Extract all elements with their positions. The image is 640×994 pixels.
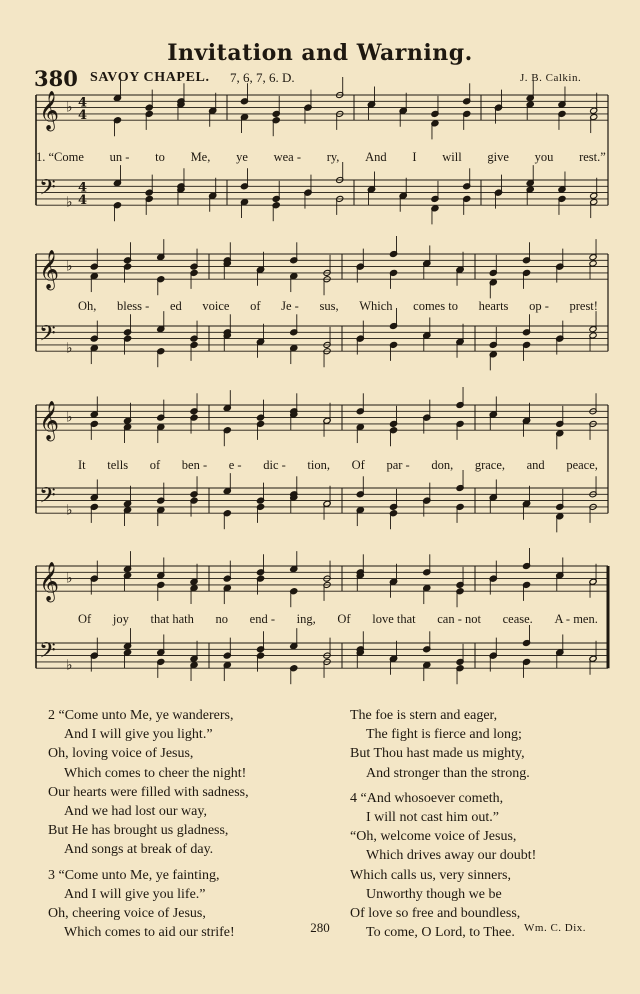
treble-clef-icon: 𝄞 [39, 561, 60, 602]
lyric-syllable: tells [107, 458, 129, 472]
lyric-syllable: you [534, 150, 554, 164]
verse-stanza [48, 706, 318, 860]
lyric-syllable: no [215, 612, 228, 626]
flat-icon: ♭ [66, 409, 73, 426]
lyric-syllable: wea - [273, 150, 301, 164]
lyric-syllable: voice [202, 299, 230, 313]
lyric-syllable: love that [372, 612, 416, 626]
verse-line: The foe is stern and eager, [350, 708, 498, 723]
lyric-syllable: and [526, 458, 545, 472]
verse-line: Which comes to cheer the night! [64, 765, 247, 781]
lyric-syllable: dic - [263, 458, 286, 472]
time-signature-icon: 4 [78, 180, 88, 196]
page-number: 280 [310, 920, 330, 935]
verse-line: Of love so free and boundless, [350, 906, 521, 922]
lyric-syllable: Of [351, 458, 365, 472]
verse-line: And we had lost our way, [64, 804, 207, 820]
treble-clef-icon: 𝄞 [39, 90, 60, 131]
bass-clef-icon: 𝄢 [39, 321, 56, 352]
lyric-syllable: sus, [319, 299, 339, 313]
lyric-syllable: will [442, 150, 462, 164]
flat-icon: ♭ [66, 570, 73, 587]
verse-line: 2 “Come unto Me, ye wanderers, [48, 708, 234, 723]
lyric-syllable: e - [228, 458, 242, 472]
verse-line: 4 “And whosoever cometh, [350, 790, 504, 806]
bass-clef-icon: 𝄢 [39, 638, 56, 669]
lyric-syllable: grace, [474, 458, 505, 472]
bass-clef-icon: 𝄢 [39, 175, 56, 206]
flat-icon: ♭ [66, 194, 73, 211]
bass-clef-icon: 𝄢 [39, 483, 56, 514]
hymn-number: 380 [34, 66, 78, 91]
verse-line: I will not cast him out.” [366, 810, 499, 826]
lyric-syllable: give [487, 150, 509, 164]
lyric-line [36, 150, 606, 168]
flat-icon: ♭ [66, 99, 73, 116]
lyric-syllable: Of [78, 612, 92, 626]
lyric-syllable: bless - [117, 299, 150, 313]
lyric-line [78, 299, 598, 317]
verse-line: Our hearts were filled with sadness, [48, 784, 249, 800]
lyric-syllable: of [250, 299, 261, 313]
lyric-syllable: of [149, 458, 161, 472]
lyric-syllable: It [78, 458, 86, 472]
treble-clef-icon: 𝄞 [39, 400, 60, 441]
verse-line: And I will give you light.” [64, 727, 213, 743]
lyric-syllable: cease. [502, 612, 533, 626]
composer: J. B. Calkin. [520, 72, 582, 84]
verse-line: To come, O Lord, to Thee. [366, 925, 515, 941]
flat-icon: ♭ [66, 258, 73, 275]
lyric-syllable: joy [112, 612, 129, 626]
lyric-syllable: Oh, [78, 299, 97, 313]
verse-line: “Oh, welcome voice of Jesus, [350, 829, 517, 845]
meter: 7, 6, 7, 6. D. [230, 70, 295, 85]
verses-right-column [350, 706, 610, 948]
verse-line: Which drives away our doubt! [366, 848, 537, 864]
flat-icon: ♭ [66, 502, 73, 519]
verse-stanza [350, 706, 610, 783]
lyric-syllable: Me, [190, 150, 211, 164]
verse-line: The fight is fierce and long; [366, 727, 522, 743]
time-signature-icon: 4 [78, 108, 88, 124]
lyric-syllable: prest! [569, 299, 598, 313]
lyric-syllable: ye [236, 150, 248, 164]
lyric-syllable: tion, [307, 458, 330, 472]
time-signature-icon: 4 [78, 193, 88, 209]
verse-line: And songs at break of day. [64, 842, 214, 858]
author: Wm. C. Dix. [524, 922, 587, 934]
treble-clef-icon: 𝄞 [39, 249, 60, 290]
verse-line: And stronger than the strong. [366, 765, 530, 781]
verse-line: Which calls us, very sinners, [350, 867, 511, 883]
lyric-syllable: I [412, 150, 417, 164]
verse-line: Unworthy though we be [366, 886, 502, 902]
verse-line: But Thou hast made us mighty, [350, 746, 525, 762]
lyric-syllable: don, [431, 458, 454, 472]
verse-line: But He has brought us gladness, [48, 823, 229, 839]
lyric-syllable: can - not [437, 612, 481, 626]
lyric-syllable: 1. “Come [36, 150, 84, 164]
lyric-syllable: rest.” [579, 150, 606, 164]
lyric-syllable: Je - [281, 299, 299, 313]
verse-line: Oh, cheering voice of Jesus, [48, 906, 206, 922]
tune-name: SAVOY CHAPEL. [90, 70, 210, 85]
lyric-syllable: par - [386, 458, 410, 472]
lyric-syllable: ed [169, 299, 182, 313]
verses-left-column [48, 706, 318, 948]
lyric-syllable: hearts [478, 299, 509, 313]
lyric-syllable: ing, [296, 612, 316, 626]
lyric-syllable: Which [359, 299, 393, 313]
lyric-syllable: to [155, 150, 165, 164]
lyric-line [78, 458, 598, 476]
lyric-syllable: un - [109, 150, 130, 164]
lyric-syllable: op - [529, 299, 549, 313]
lyric-syllable: ben - [181, 458, 208, 472]
verse-line: And I will give you life.” [64, 886, 206, 902]
lyric-syllable: A - men. [554, 612, 598, 626]
lyric-syllable: And [365, 150, 387, 164]
section-title: Invitation and Warning. [167, 40, 473, 66]
verse-line: 3 “Come unto Me, ye fainting, [48, 867, 220, 883]
lyric-syllable: peace, [566, 458, 598, 472]
lyric-syllable: ry, [326, 150, 340, 164]
flat-icon: ♭ [66, 340, 73, 357]
lyric-syllable: end - [249, 612, 275, 626]
lyric-line [78, 612, 598, 630]
verse-line: Which comes to aid our strife! [64, 925, 235, 941]
time-signature-icon: 4 [78, 95, 88, 111]
lyric-syllable: that hath [150, 612, 194, 626]
verse-line: Oh, loving voice of Jesus, [48, 746, 194, 762]
lyric-syllable: Of [337, 612, 351, 626]
lyric-syllable: comes to [413, 299, 458, 313]
flat-icon: ♭ [66, 657, 73, 674]
